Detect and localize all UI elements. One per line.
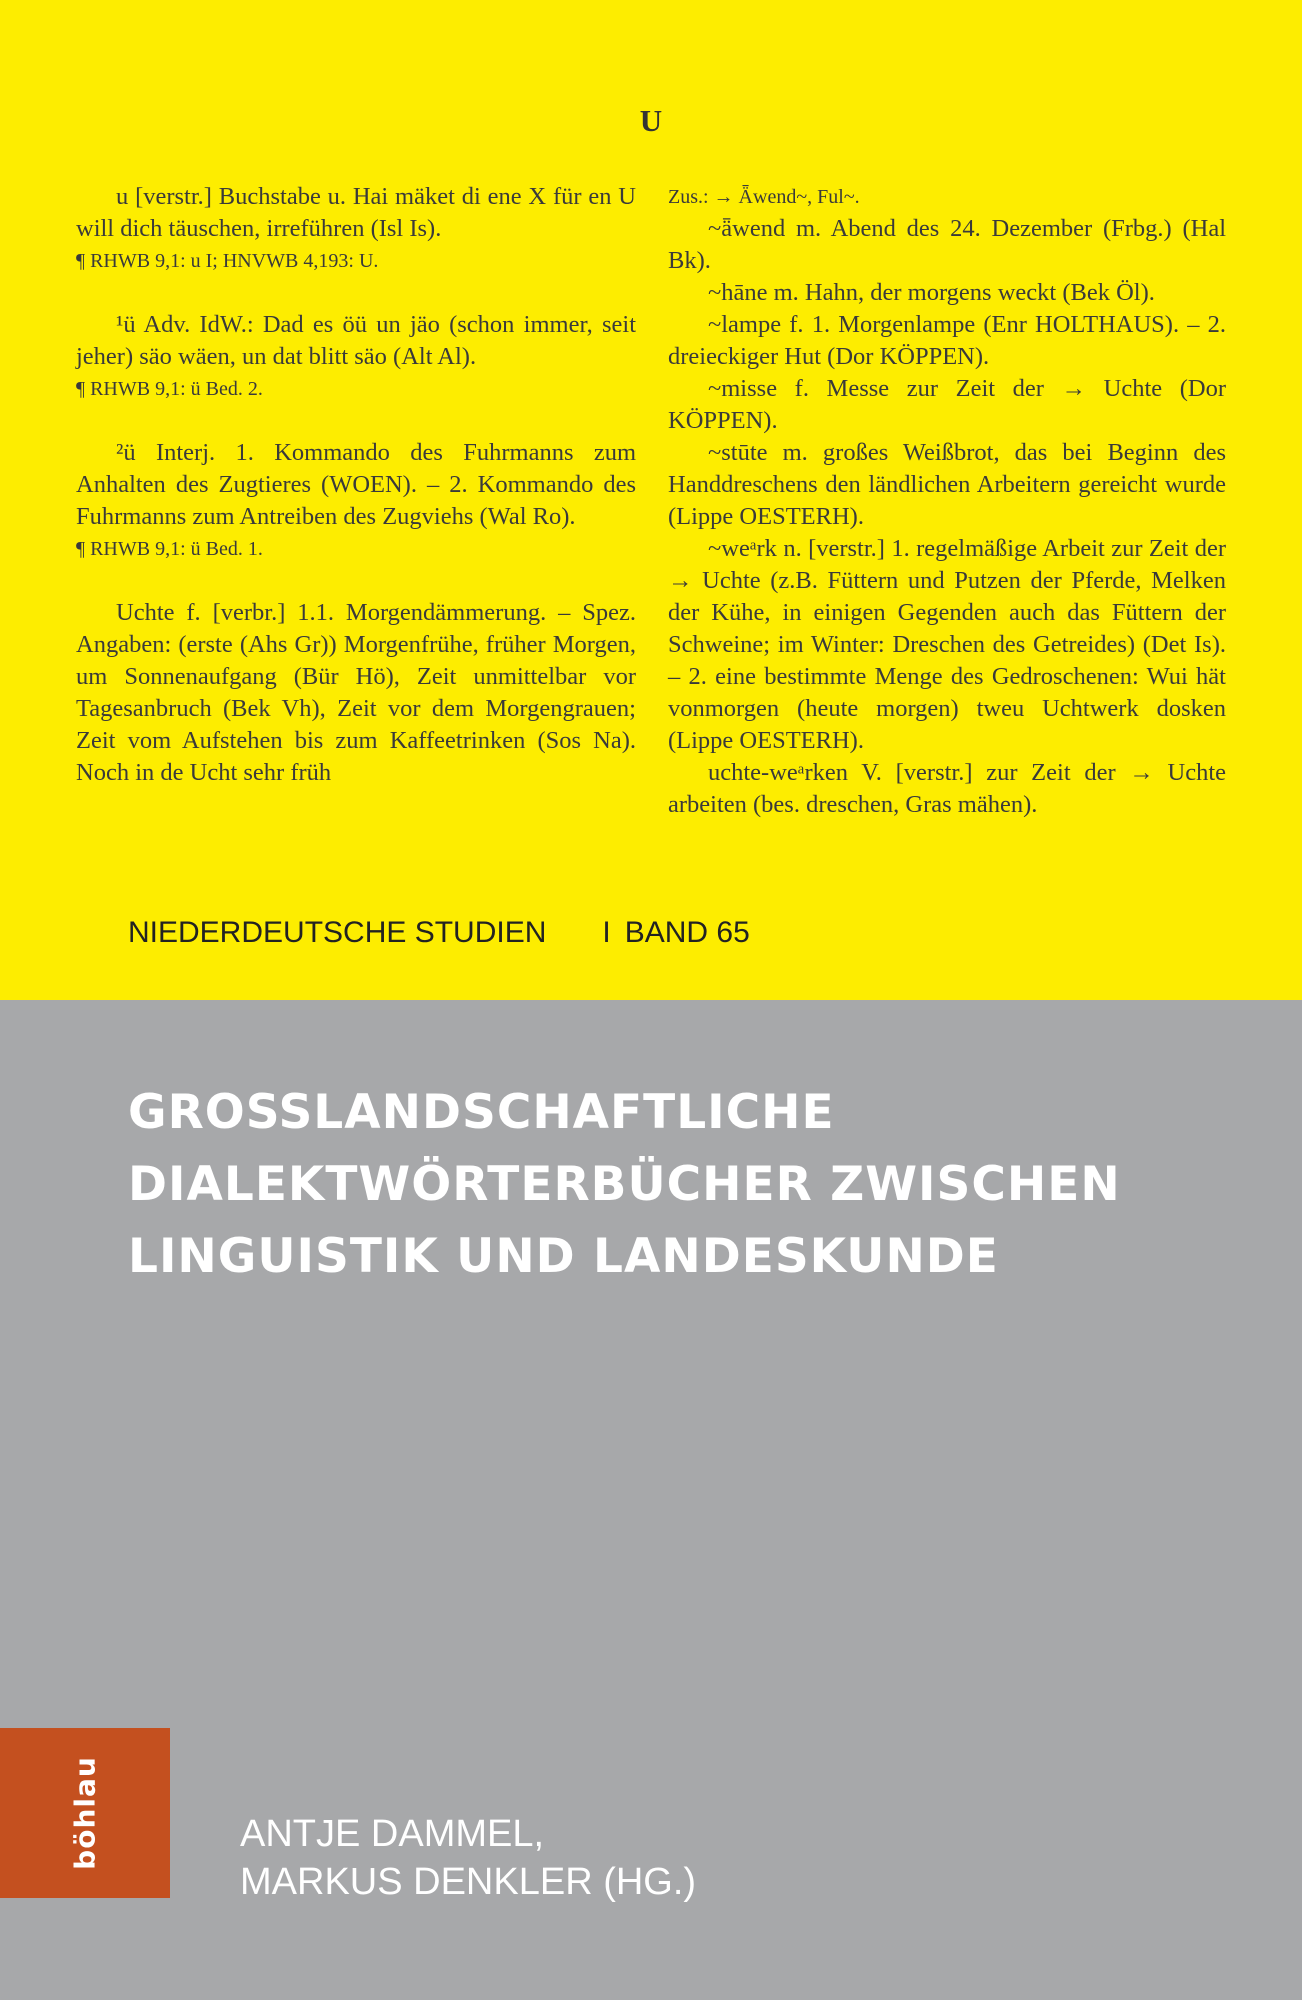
dictionary-reference: ¶ RHWB 9,1: u I; HNVWB 4,193: U. (76, 250, 379, 272)
dictionary-entry: ~stūte m. großes Weißbrot, das bei Beginn des Handdreschens den ländlichen Arbeitern gereicht wurde (Lippe OESTERH). (668, 439, 1226, 530)
dictionary-letter-heading: U (639, 103, 663, 138)
dictionary-entry: uchte-weᵃrken V. [verstr.] zur Zeit der → Uchte arbeiten (bes. dreschen, Gras mähen). (668, 759, 1226, 818)
dictionary-entry: ~ǟwend m. Abend des 24. Dezember (Frbg.) (Hal Bk). (668, 215, 1226, 274)
dictionary-compounds-intro: Zus.: → Ǟwend~, Ful~. (668, 186, 860, 208)
editor-line: MARKUS DENKLER (HG.) (240, 1861, 697, 1903)
dictionary-entry: u [verstr.] Buchstabe u. Hai mäket di ene X für en U will dich täuschen, irreführen (Isl Is). (76, 183, 636, 242)
book-title-line: DIALEKTWÖRTERBÜCHER ZWISCHEN (128, 1157, 1121, 1212)
dictionary-entry: ²ü Interj. 1. Kommando des Fuhrmanns zum Anhalten des Zugtieres (WOEN). – 2. Kommando des Fuhrmanns zum Antreiben des Zugviehs (Wal Ro). (76, 439, 636, 530)
dictionary-column-left (76, 181, 636, 789)
dictionary-column-right (668, 181, 1226, 821)
editors (240, 1810, 696, 1906)
dictionary-entry: ~hāne m. Hahn, der morgens weckt (Bek Öl). (708, 279, 1155, 306)
dictionary-entry: ~misse f. Messe zur Zeit der → Uchte (Dor KÖPPEN). (668, 375, 1226, 434)
dictionary-reference: ¶ RHWB 9,1: ü Bed. 2. (76, 378, 263, 400)
series-line (128, 916, 750, 950)
publisher-logo (0, 1728, 170, 1898)
series-separator: I (602, 916, 611, 949)
publisher-name: böhlau (68, 1756, 102, 1870)
dictionary-reference: ¶ RHWB 9,1: ü Bed. 1. (76, 538, 263, 560)
series-name: NIEDERDEUTSCHE STUDIEN (128, 916, 547, 949)
book-title (128, 1077, 1248, 1293)
dictionary-entry: ~weᵃrk n. [verstr.] 1. regelmäßige Arbeit zur Zeit der → Uchte (z.B. Füttern und Putzen der Pferde, Melken der Kühe, in einigen Gegenden auch das Füttern der Schweine; im Winter: Dreschen des Getreides) (Det Is). – 2. eine bestimmte Menge des Gedroschenen: Wui hät vonmorgen (heute morgen) tweu Uchtwerk dosken (Lippe OESTERH). (668, 535, 1226, 754)
book-title-line: LINGUISTIK UND LANDESKUNDE (128, 1229, 999, 1284)
dictionary-entry: ~lampe f. 1. Morgenlampe (Enr HOLTHAUS). – 2. dreieckiger Hut (Dor KÖPPEN). (668, 311, 1226, 370)
series-band: BAND 65 (624, 916, 750, 949)
dictionary-entry: Uchte f. [verbr.] 1.1. Morgendämmerung. – Spez. Angaben: (erste (Ahs Gr)) Morgenfrühe, früher Morgen, um Sonnenaufgang (Bür Hö), Zeit unmittelbar vor Tagesanbruch (Bek Vh), Zeit vor dem Morgengrauen; Zeit vom Aufstehen bis zum Kaffeetrinken (Sos Na). Noch in de Ucht sehr früh (76, 599, 636, 786)
dictionary-entry: ¹ü Adv. IdW.: Dad es öü un jäo (schon immer, seit jeher) säo wäen, un dat blitt säo (Alt Al). (76, 311, 636, 370)
editor-line: ANTJE DAMMEL, (240, 1813, 545, 1855)
book-title-line: GROSSLANDSCHAFTLICHE (128, 1085, 835, 1140)
